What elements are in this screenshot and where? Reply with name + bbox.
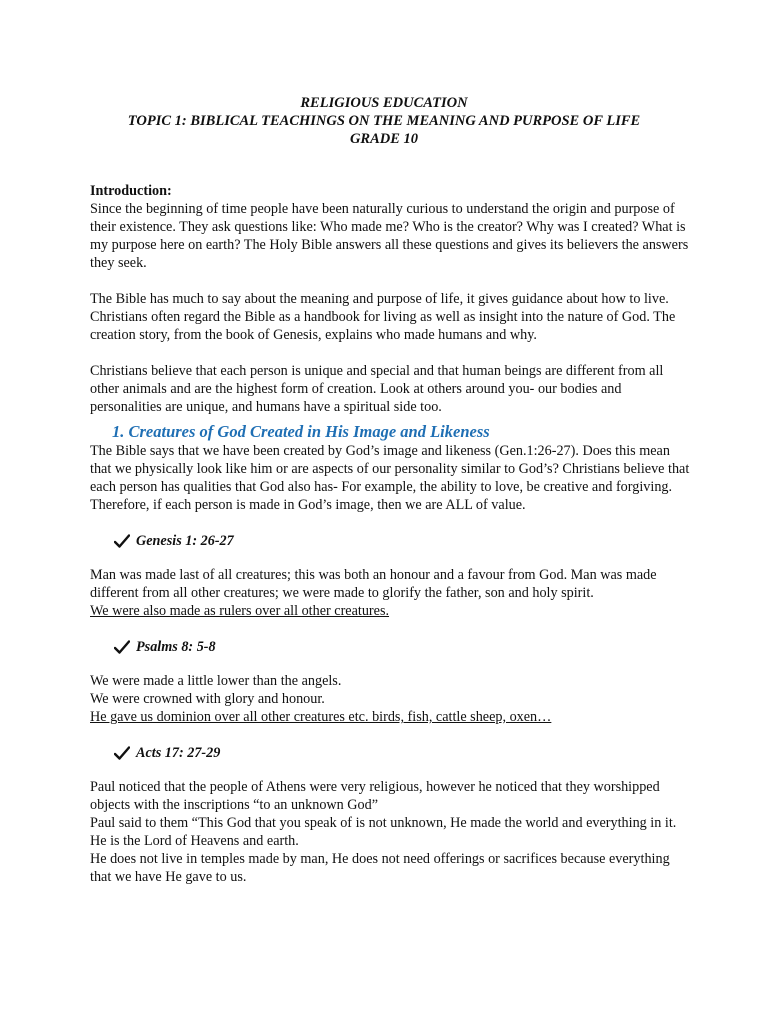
reference-acts: [114, 744, 690, 762]
reference-acts-label: Acts 17: 27-29: [136, 745, 221, 761]
genesis-text: Man was made last of all creatures; this was both an honour and a favour from God. Man was made different from all other creatures; we were made to glorify the father, son and holy spirit.: [90, 567, 657, 601]
psalms-underlined-text: He gave us dominion over all other creatures etc. birds, fish, cattle sheep, oxen…: [90, 709, 552, 725]
section-1-paragraph: The Bible says that we have been created by God’s image and likeness (Gen.1:26-27). Does this mean that we physically look like him or are aspects of our personality similar to God’s? Christians believe that each person has qualities that God also has- For example, the ability to love, be creative and forgiving. Therefore, if each person is made in God’s image, then we are ALL of value.: [90, 443, 690, 513]
subject-title: RELIGIOUS EDUCATION: [300, 95, 468, 111]
section-1-heading: 1. Creatures of God Created in His Image and Likeness: [112, 422, 490, 441]
reference-psalms-label: Psalms 8: 5-8: [136, 639, 216, 655]
acts-paragraph-1: Paul noticed that the people of Athens were very religious, however he noticed that they worshipped objects with the inscriptions “to an unknown God”: [90, 779, 660, 813]
psalms-line-2: We were crowned with glory and honour.: [90, 691, 325, 707]
grade-label: GRADE 10: [349, 131, 419, 147]
genesis-underlined-text: We were also made as rulers over all other creatures.: [90, 603, 390, 619]
acts-paragraph-2: Paul said to them “This God that you speak of is not unknown, He made the world and everything in it. He is the Lord of Heavens and earth.: [90, 815, 677, 849]
checkmark-icon: [114, 640, 130, 654]
introduction-heading: Introduction:: [90, 183, 172, 199]
topic-title: TOPIC 1: BIBLICAL TEACHINGS ON THE MEANING AND PURPOSE OF LIFE: [127, 113, 641, 129]
reference-genesis: [114, 532, 690, 550]
intro-paragraph-3: Christians believe that each person is unique and special and that human beings are different from all other animals and are the highest form of creation. Look at others around you- our bodies and personalities are unique, and humans have a spiritual side too.: [90, 363, 664, 415]
intro-paragraph-1: Since the beginning of time people have been naturally curious to understand the origin and purpose of their existence. They ask questions like: Who made me? Who is the creator? Why was I created? What is my purpose here on earth? The Holy Bible answers all these questions and gives its believers the answers they seek.: [90, 201, 689, 271]
reference-genesis-label: Genesis 1: 26-27: [136, 533, 234, 549]
document-header: [0, 94, 768, 148]
acts-paragraph-3: He does not live in temples made by man, He does not need offerings or sacrifices because everything that we have He gave to us.: [90, 851, 670, 885]
intro-paragraph-2: The Bible has much to say about the meaning and purpose of life, it gives guidance about how to live. Christians often regard the Bible as a handbook for living as well as insight into the nature of God. The creation story, from the book of Genesis, explains who made humans and why.: [90, 291, 676, 343]
document-body: [90, 182, 690, 886]
reference-psalms: [114, 638, 690, 656]
checkmark-icon: [114, 534, 130, 548]
psalms-line-1: We were made a little lower than the angels.: [90, 673, 342, 689]
checkmark-icon: [114, 746, 130, 760]
